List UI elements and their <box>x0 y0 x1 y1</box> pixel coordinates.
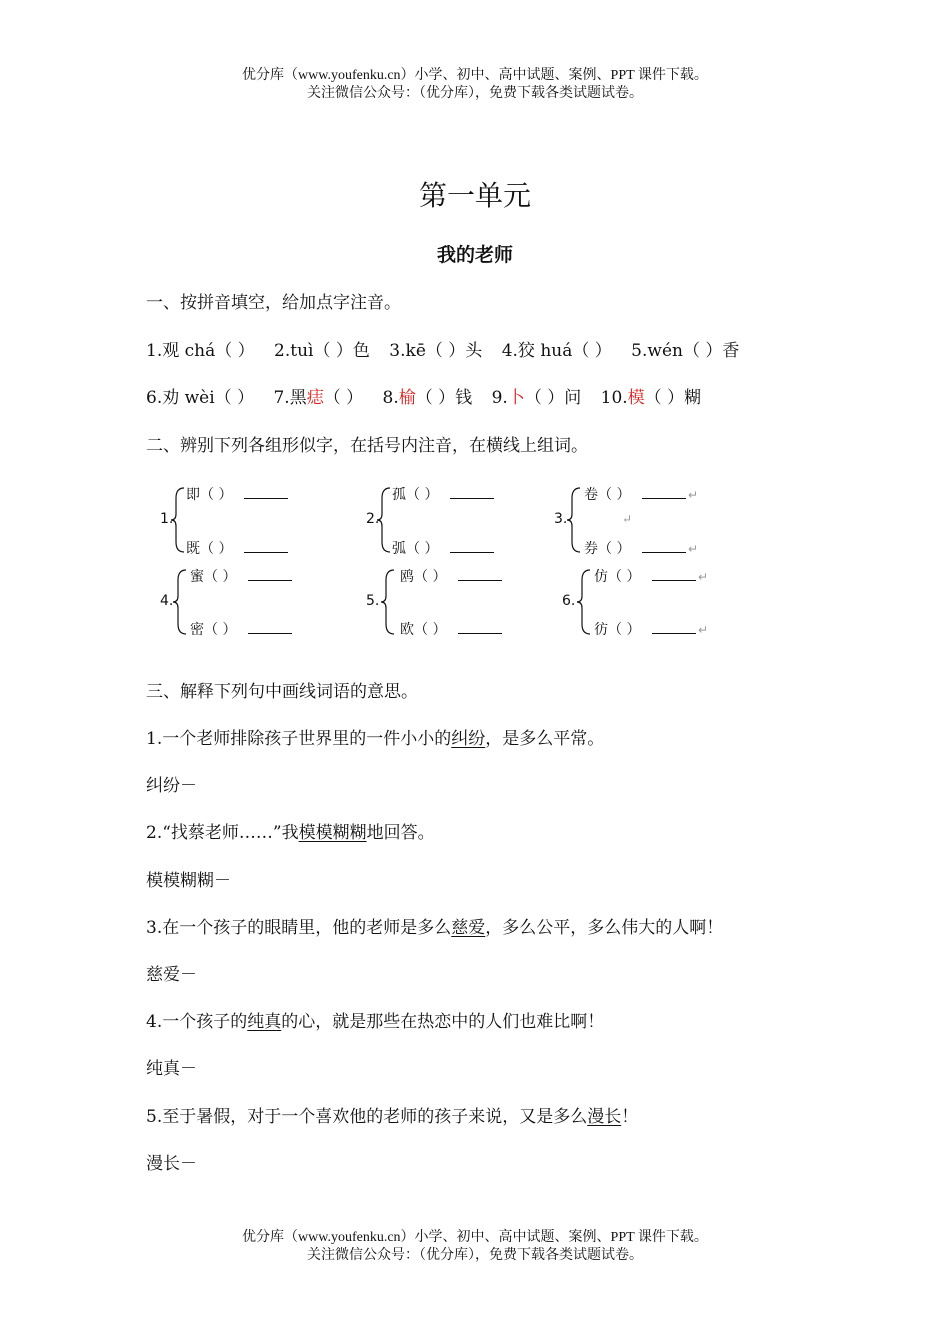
underlined-word: 漫长 <box>587 1107 622 1127</box>
section2-heading: 二、辨别下列各组形似字，在括号内注音，在横线上组词。 <box>146 436 588 456</box>
group-number-4: 4. <box>160 593 174 609</box>
group-1-bottom: 既（ ） <box>186 538 288 558</box>
section1-heading: 一、按拼音填空，给加点字注音。 <box>146 293 401 313</box>
answer-line[interactable] <box>450 484 494 499</box>
answer-line[interactable] <box>652 566 696 581</box>
underlined-word: 慈爱 <box>451 918 486 938</box>
header-line-2: 关注微信公众号：（优分库），免费下载各类试题试卷。 <box>307 86 643 101</box>
section1-row1 <box>146 339 739 363</box>
answer-line[interactable] <box>244 538 288 553</box>
header-line-1: 优分库（www.youfenku.cn）小学、初中、高中试题、案例、PPT 课件下载。 <box>242 68 708 83</box>
brace-icon <box>380 568 396 636</box>
underlined-word: 纯真 <box>247 1012 282 1032</box>
answer-line[interactable] <box>642 538 686 553</box>
group-4-bottom: 密（ ） <box>190 619 292 639</box>
group-number-2: 2. <box>366 511 380 527</box>
pinyin-item-5: 5.wén（ ）香 <box>631 341 740 361</box>
group-3-top: 卷（ ） ↵ <box>584 484 698 504</box>
sentence-1: 1.一个老师排除孩子世界里的一件小小的纠纷，是多么平常。 <box>146 729 605 749</box>
pinyin-item-8: 8.榆（ ）钱 <box>382 388 473 408</box>
group-6-bottom: 彷（ ） ↵ <box>594 619 708 639</box>
brace-icon <box>376 486 392 554</box>
sentence-2: 2.“找蔡老师……”我模模糊糊地回答。 <box>146 823 435 843</box>
return-mark-icon: ↵ <box>688 488 699 502</box>
pinyin-item-4: 4.狡 huá（ ） <box>501 341 612 361</box>
answer-3[interactable]: 慈爱－ <box>146 965 197 985</box>
group-4-top: 蜜（ ） <box>190 566 292 586</box>
pinyin-item-10: 10.模（ ）糊 <box>600 388 702 408</box>
footer-line-2: 关注微信公众号：（优分库），免费下载各类试题试卷。 <box>307 1248 643 1263</box>
answer-4[interactable]: 纯真－ <box>146 1059 197 1079</box>
group-6-top: 仿（ ） ↵ <box>594 566 708 586</box>
section3-heading: 三、解释下列句中画线词语的意思。 <box>146 682 418 702</box>
answer-line[interactable] <box>652 619 696 634</box>
page-subtitle: 我的老师 <box>436 244 513 266</box>
answer-line[interactable] <box>642 484 686 499</box>
return-mark-icon: ↵ <box>622 512 633 526</box>
group-number-6: 6. <box>562 593 576 609</box>
dotted-char: 模 <box>627 388 645 408</box>
pinyin-item-6: 6.劝 wèi（ ） <box>146 388 255 408</box>
footer-line-1: 优分库（www.youfenku.cn）小学、初中、高中试题、案例、PPT 课件下载。 <box>242 1230 708 1245</box>
pinyin-item-3: 3.kē（ ）头 <box>389 341 483 361</box>
sentence-3: 3.在一个孩子的眼睛里，他的老师是多么慈爱，多么公平，多么伟大的人啊！ <box>146 918 724 938</box>
group-number-5: 5. <box>366 593 380 609</box>
group-3-bottom: 券（ ） ↵ <box>584 538 698 558</box>
brace-icon <box>576 568 592 636</box>
group-1-top: 即（ ） <box>186 484 288 504</box>
underlined-word: 纠纷 <box>451 729 486 749</box>
answer-line[interactable] <box>458 619 502 634</box>
answer-line[interactable] <box>244 484 288 499</box>
brace-icon <box>172 568 188 636</box>
group-number-1: 1. <box>160 511 174 527</box>
answer-1[interactable]: 纠纷－ <box>146 776 197 796</box>
group-5-bottom: 欧（ ） <box>400 619 502 639</box>
answer-line[interactable] <box>458 566 502 581</box>
return-mark-icon: ↵ <box>698 570 709 584</box>
underlined-word: 模模糊糊 <box>298 823 367 843</box>
answer-line[interactable] <box>248 566 292 581</box>
section1-row2 <box>146 386 701 410</box>
page-title: 第一单元 <box>418 179 531 212</box>
dotted-char: 榆 <box>398 388 416 408</box>
pinyin-item-7: 7.黑痣（ ） <box>273 388 364 408</box>
pinyin-item-1: 1.观 chá（ ） <box>146 341 255 361</box>
dotted-char: 痣 <box>306 388 324 408</box>
group-5-top: 鸥（ ） <box>400 566 502 586</box>
group-number-3: 3. <box>554 511 568 527</box>
sentence-5: 5.至于暑假，对于一个喜欢他的老师的孩子来说，又是多么漫长！ <box>146 1107 639 1127</box>
brace-icon <box>170 486 186 554</box>
pinyin-item-9: 9.卜（ ）问 <box>491 388 582 408</box>
return-mark-icon: ↵ <box>688 542 699 556</box>
answer-line[interactable] <box>450 538 494 553</box>
answer-2[interactable]: 模模糊糊－ <box>146 871 231 891</box>
answer-5[interactable]: 漫长－ <box>146 1154 197 1174</box>
group-2-bottom: 弧（ ） <box>392 538 494 558</box>
group-2-top: 孤（ ） <box>392 484 494 504</box>
brace-icon <box>566 486 582 554</box>
sentence-4: 4.一个孩子的纯真的心，就是那些在热恋中的人们也难比啊！ <box>146 1012 605 1032</box>
return-mark-icon: ↵ <box>698 623 709 637</box>
pinyin-item-2: 2.tuì（ ）色 <box>274 341 370 361</box>
dotted-char: 卜 <box>507 388 525 408</box>
answer-line[interactable] <box>248 619 292 634</box>
